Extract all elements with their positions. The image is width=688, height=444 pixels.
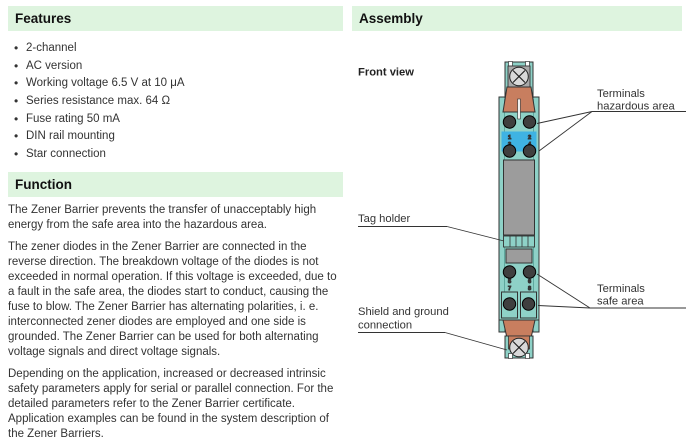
clamp-wedge-bottom	[503, 320, 535, 338]
assembly-section-header	[352, 6, 682, 31]
terminal-number: 2	[527, 135, 532, 141]
terminal-number: 6	[527, 279, 532, 285]
function-paragraph: The zener diodes in the Zener Barrier are connected in the reverse direction. The breakdown voltage of the diodes is not exceeded in normal operation. If this voltage is exceeded, due to a fault in the safe area, the diodes start to conduct, causing the fuse to blow. The Zener Barrier has alternating polarities, i. e. interconnected zener diodes are employed and one side is grounded. The Zener Barrier can be used for both alternating voltage signals and direct voltage signals.	[8, 241, 337, 358]
terminal-number: 5	[507, 279, 512, 285]
feature-item: • 2-channel	[8, 42, 343, 55]
terminal-hazardous	[503, 145, 515, 157]
assembly-title: Assembly	[359, 11, 423, 26]
function-section-header	[8, 172, 343, 197]
feature-item: • Series resistance max. 64 Ω	[8, 95, 343, 108]
callout-terminals-safe-line2: safe area	[597, 295, 644, 308]
function-title: Function	[15, 177, 72, 192]
left-column	[8, 6, 343, 444]
terminal-safe	[523, 266, 535, 278]
zener-barrier-device	[499, 62, 539, 359]
terminal-number: 7	[507, 286, 512, 292]
assembly-diagram	[352, 36, 688, 444]
right-column	[352, 6, 682, 444]
screw-icon	[510, 67, 529, 86]
feature-item: • Working voltage 6.5 V at 10 μA	[8, 77, 343, 90]
function-paragraph: The Zener Barrier prevents the transfer of unacceptably high energy from the safe area into the hazardous area.	[8, 204, 317, 231]
tag-holder-lower	[506, 249, 532, 263]
front-view-label: Front view	[358, 66, 414, 79]
features-title: Features	[15, 11, 72, 26]
function-paragraph: Depending on the application, increased or decreased intrinsic safety parameters apply for serial or parallel connection. For the detailed parameters refer to the Zener Barrier certificate. Application examples can be found in the system description of the Zener Barriers.	[8, 368, 334, 440]
features-list	[8, 42, 343, 166]
features-section-header	[8, 6, 343, 31]
callout-shield-line2: connection	[358, 319, 413, 332]
terminal-number: 1	[507, 135, 512, 141]
callout-terminals-hazardous-line2: hazardous area	[597, 100, 675, 113]
tag-holder	[504, 160, 535, 235]
feature-item: • Star connection	[8, 148, 343, 161]
terminal-hazardous	[523, 116, 535, 128]
tag-holder-clip	[504, 236, 535, 247]
terminal-hazardous	[523, 145, 535, 157]
callout-tag-holder: Tag holder	[358, 213, 411, 225]
terminal-hazardous	[503, 116, 515, 128]
feature-item: • DIN rail mounting	[8, 130, 343, 143]
callout-terminals-hazardous-line1: Terminals	[597, 88, 645, 100]
feature-item: • Fuse rating 50 mA	[8, 113, 343, 126]
feature-item: • AC version	[8, 60, 343, 73]
terminal-safe	[503, 266, 515, 278]
callout-terminals-safe-line1: Terminals	[597, 283, 645, 295]
terminal-safe	[503, 298, 515, 310]
terminal-number: 8	[527, 286, 532, 292]
callout-shield-line1: Shield and ground	[358, 306, 449, 318]
function-text	[8, 203, 343, 444]
terminal-safe	[522, 298, 534, 310]
